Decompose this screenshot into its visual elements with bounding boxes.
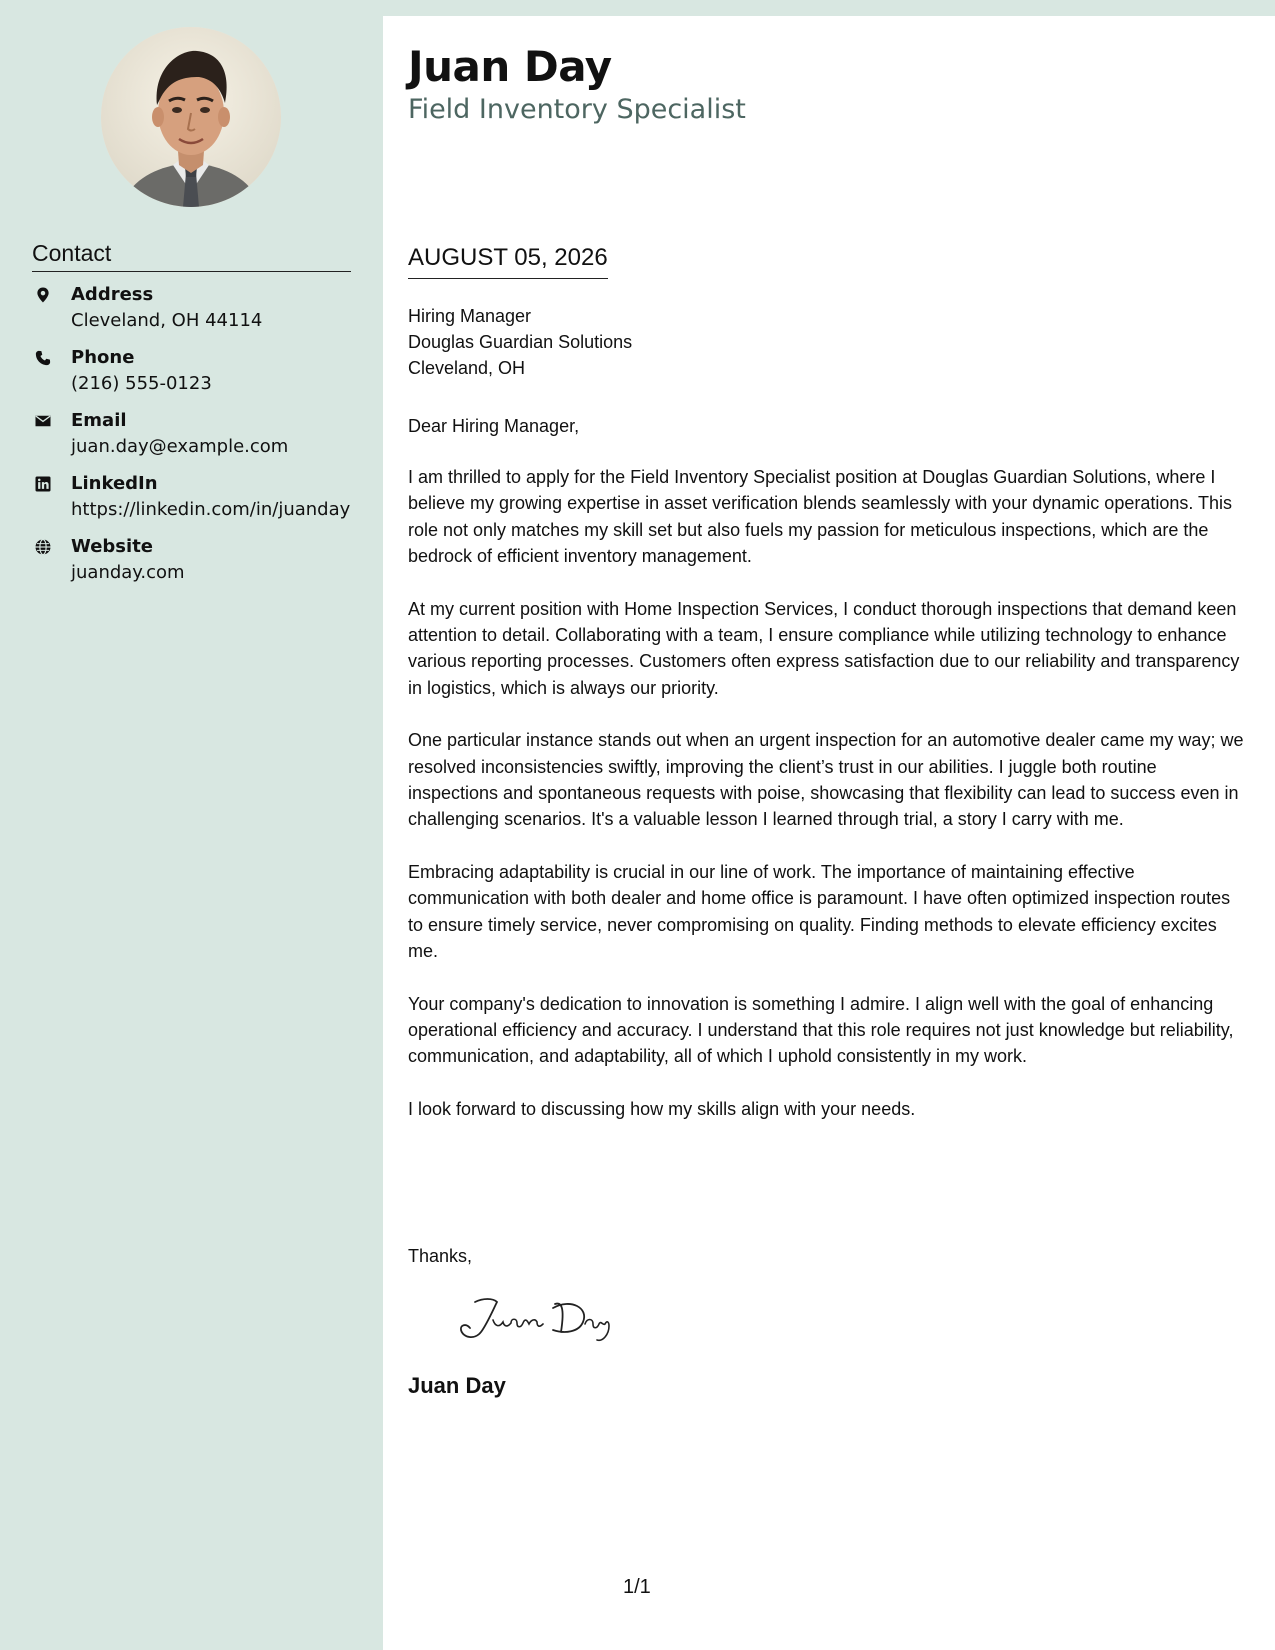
linkedin-value[interactable]: https://linkedin.com/in/juanday [71, 499, 351, 520]
map-pin-icon [34, 286, 52, 304]
globe-icon [34, 538, 52, 556]
paragraph: I am thrilled to apply for the Field Inventory Specialist position at Douglas Guardian Solutions, where I believe my growing expertise in asset verification blends seamlessly with your dynamic operations. This role not only matches my skill set but also fuels my passion for meticulous inspections, which are the bedrock of efficient inventory management. [408, 467, 1233, 567]
job-title: Field Inventory Specialist [408, 94, 746, 125]
applicant-name: Juan Day [408, 42, 612, 91]
address-label: Address [71, 284, 154, 305]
address-value: Cleveland, OH 44114 [71, 310, 263, 331]
paragraph: At my current position with Home Inspection Services, I conduct thorough inspections that demand keen attention to detail. Collaborating with a team, I ensure compliance while utilizing technology to enhance various reporting processes. Customers often express satisfaction due to our reliability and transparency in logistics, which is always our priority. [408, 598, 1240, 698]
contact-phone [32, 347, 362, 410]
website-label: Website [71, 536, 154, 557]
paragraph: I look forward to discussing how my skills align with your needs. [408, 1098, 916, 1119]
contact-list [32, 284, 362, 599]
letter-body [383, 16, 1275, 1650]
paragraph: Your company's dedication to innovation is something I admire. I align well with the goal of enhancing operational efficiency and accuracy. I understand that this role requires not just knowledge but reliability, communication, and adaptability, all of which I uphold consistently in my work. [408, 993, 1234, 1067]
salutation: Dear Hiring Manager, [408, 416, 580, 436]
linkedin-label: LinkedIn [71, 473, 158, 494]
paragraph: One particular instance stands out when an urgent inspection for an automotive dealer came my way; we resolved inconsistencies swiftly, improving the client’s trust in our abilities. I juggle both routine inspections and spontaneous requests with poise, showcasing that flexibility can lead to success even in challenging scenarios. It's a valuable lesson I learned through trial, a story I carry with me. [408, 730, 1244, 830]
contact-linkedin [32, 473, 362, 536]
sidebar [0, 0, 383, 1650]
avatar [101, 27, 281, 207]
contact-heading: Contact [32, 240, 351, 272]
handwritten-signature [453, 1288, 633, 1348]
contact-website [32, 536, 362, 599]
contact-email [32, 410, 362, 473]
website-value[interactable]: juanday.com [71, 562, 185, 583]
letter-date: AUGUST 05, 2026 [408, 244, 608, 279]
linkedin-icon [34, 475, 52, 493]
profile-photo [101, 27, 281, 207]
email-value[interactable]: juan.day@example.com [71, 436, 289, 457]
phone-label: Phone [71, 347, 135, 368]
page-number: 1/1 [623, 1576, 651, 1598]
phone-value: (216) 555-0123 [71, 373, 212, 394]
recipient-line: Hiring Manager [408, 306, 532, 326]
contact-address [32, 284, 362, 347]
paragraph: Embracing adaptability is crucial in our line of work. The importance of maintaining effective communication with both dealer and home office is paramount. I have often optimized inspection routes to ensure timely service, never compromising on quality. Finding methods to elevate efficiency excites me. [408, 861, 1231, 962]
email-label: Email [71, 410, 127, 431]
recipient-line: Cleveland, OH [408, 358, 526, 378]
signer-name: Juan Day [408, 1373, 506, 1398]
envelope-icon [34, 412, 52, 430]
letter-paragraphs [408, 464, 1250, 1148]
recipient-block [408, 303, 632, 381]
recipient-line: Douglas Guardian Solutions [408, 332, 633, 352]
phone-icon [34, 349, 52, 367]
closing: Thanks, [408, 1246, 473, 1266]
